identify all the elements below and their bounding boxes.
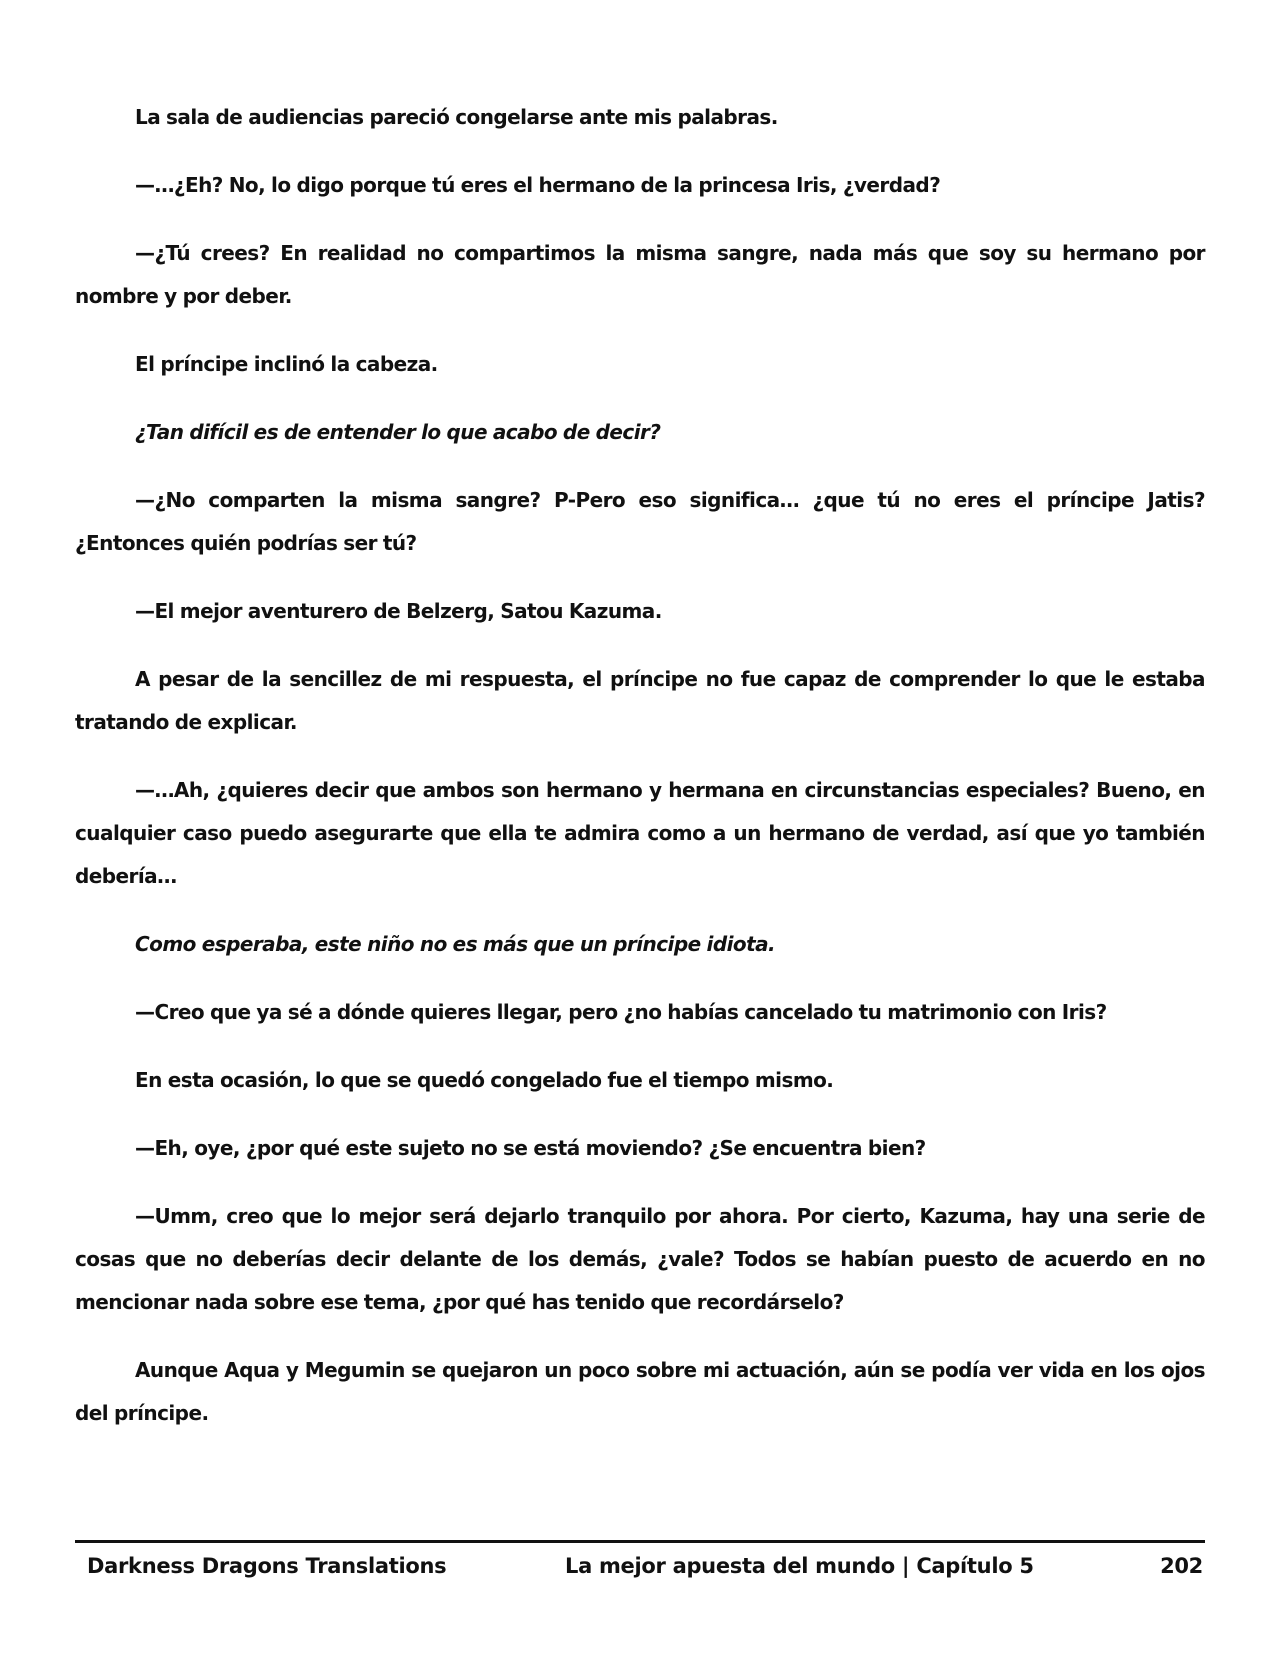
paragraph: —Umm, creo que lo mejor será dejarlo tranquilo por ahora. Por cierto, Kazuma, hay una serie de cosas que no deberías decir delante de los demás, ¿vale? Todos se habían puesto de acuerdo en no mencionar nada sobre ese tema, ¿por qué has tenido que recordárselo? <box>75 1204 1205 1314</box>
paragraph: —…Ah, ¿quieres decir que ambos son hermano y hermana en circunstancias especiales? Bueno, en cualquier caso puedo asegurarte que ella te admira como a un hermano de verdad, así que yo también debería… <box>75 778 1205 888</box>
page-number: 202 <box>1160 1554 1203 1578</box>
paragraph: —¿Tú crees? En realidad no compartimos la misma sangre, nada más que soy su hermano por nombre y por deber. <box>75 241 1205 308</box>
paragraph-italic: ¿Tan difícil es de entender lo que acabo de decir? <box>135 420 661 444</box>
paragraph: A pesar de la sencillez de mi respuesta, el príncipe no fue capaz de comprender lo que le estaba tratando de explicar. <box>75 667 1205 734</box>
paragraph: —Creo que ya sé a dónde quieres llegar, pero ¿no habías cancelado tu matrimonio con Iris? <box>135 1000 1107 1024</box>
paragraph: —…¿Eh? No, lo digo porque tú eres el hermano de la princesa Iris, ¿verdad? <box>135 173 941 197</box>
paragraph: En esta ocasión, lo que se quedó congelado fue el tiempo mismo. <box>135 1068 834 1092</box>
footer-chapter-title: La mejor apuesta del mundo | Capítulo 5 <box>565 1554 1034 1578</box>
page-footer <box>75 1548 1205 1584</box>
body-text <box>75 96 1205 1460</box>
paragraph: —Eh, oye, ¿por qué este sujeto no se está moviendo? ¿Se encuentra bien? <box>135 1136 926 1160</box>
footer-divider <box>75 1540 1205 1543</box>
paragraph: Aunque Aqua y Megumin se quejaron un poco sobre mi actuación, aún se podía ver vida en los ojos del príncipe. <box>75 1358 1205 1425</box>
paragraph-italic: Como esperaba, este niño no es más que un príncipe idiota. <box>135 932 776 956</box>
footer-translator: Darkness Dragons Translations <box>87 1554 447 1578</box>
document-page <box>75 0 1205 1656</box>
paragraph: —¿No comparten la misma sangre? P-Pero eso significa… ¿que tú no eres el príncipe Jatis? ¿Entonces quién podrías ser tú? <box>75 488 1205 555</box>
paragraph: La sala de audiencias pareció congelarse ante mis palabras. <box>135 105 778 129</box>
paragraph: —El mejor aventurero de Belzerg, Satou Kazuma. <box>135 599 662 623</box>
paragraph: El príncipe inclinó la cabeza. <box>135 352 438 376</box>
